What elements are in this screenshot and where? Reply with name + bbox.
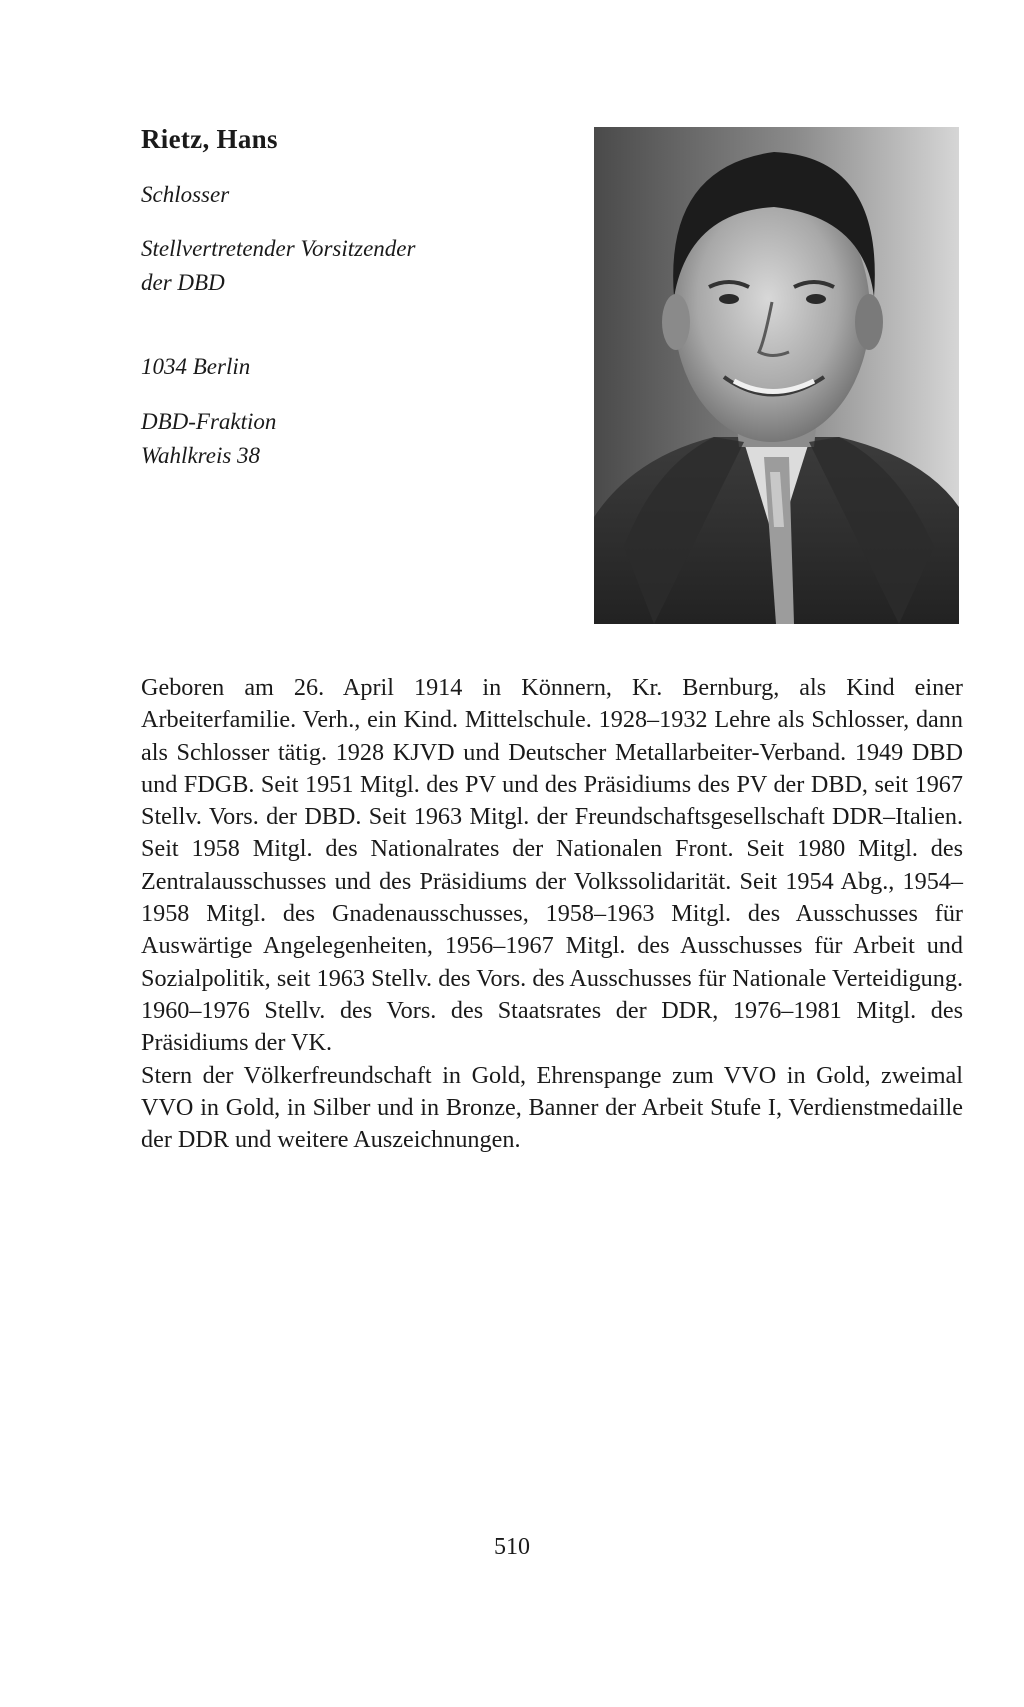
biography-paragraph: Geboren am 26. April 1914 in Könnern, Kr. Bernburg, als Kind einer Arbeiterfamilie. Verh., ein Kind. Mittelschule. 1928–1932 Lehre als Schlosser, dann als Schlosser tätig. 1928 KJVD und Deutscher Metallarbeiter-Verband. 1949 DBD und FDGB. Seit 1951 Mitgl. des PV und des Präsidiums des PV der DBD, seit 1967 Stellv. Vors. der DBD. Seit 1963 Mitgl. der Freundschaftsgesellschaft DDR–Italien. Seit 1958 Mitgl. des Nationalrates der Nationalen Front. Seit 1980 Mitgl. des Zentralausschusses und des Präsidiums der Volkssolidarität. Seit 1954 Abg., 1954–1958 Mitgl. des Gnadenausschusses, 1958–1963 Mitgl. des Ausschusses für Auswärtige Angelegenheiten, 1956–1967 Mitgl. des Ausschusses für Arbeit und Sozialpolitik, seit 1963 Stellv. des Vors. des Ausschusses für Nationale Verteidigung. 1960–1976 Stellv. des Vors. des Staatsrates der DDR, 1976–1981 Mitgl. des Präsidiums der VK. (141, 674, 963, 1057)
occupation: Schlosser (141, 182, 230, 207)
position: Stellvertretender Vorsitzender der DBD (141, 236, 416, 295)
person-name: Rietz, Hans (141, 124, 278, 154)
honors-paragraph: Stern der Völkerfreundschaft in Gold, Ehrenspange zum VVO in Gold, zweimal VVO in Gold, in Silber und in Bronze, Banner der Arbeit Stufe I, Verdienstmedaille der DDR und weitere Auszeichnungen. (141, 1061, 963, 1154)
address: 1034 Berlin (141, 354, 251, 379)
portrait-photo (594, 127, 959, 624)
biography (141, 672, 963, 1156)
page-number: 510 (494, 1534, 530, 1560)
faction-block: DBD-Fraktion Wahlkreis 38 (141, 409, 277, 468)
